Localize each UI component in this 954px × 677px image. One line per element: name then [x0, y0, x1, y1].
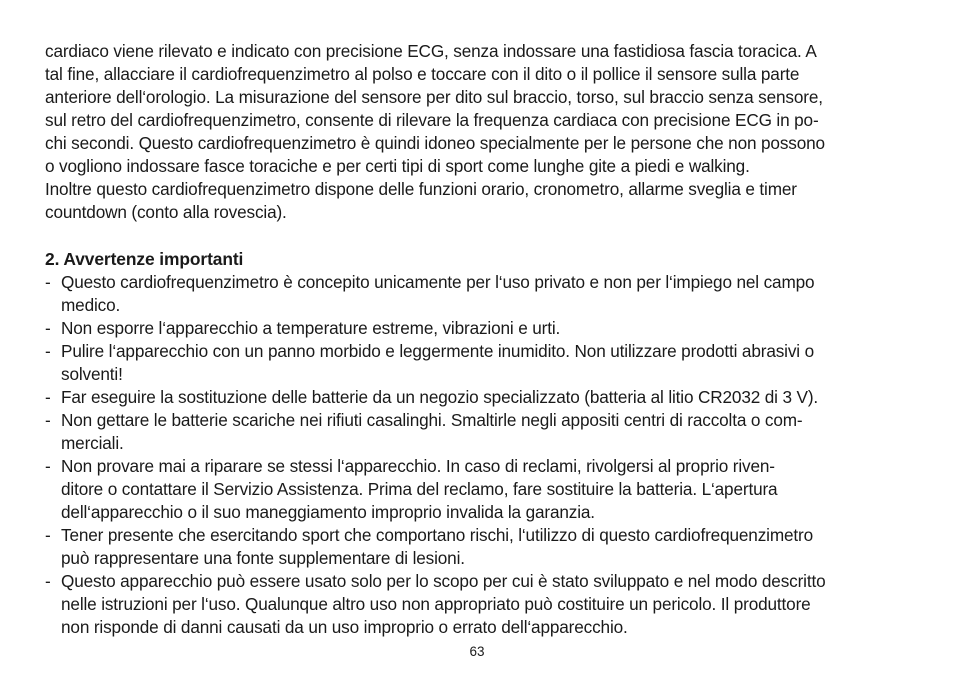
intro-line: o vogliono indossare fasce toraciche e per certi tipi di sport come lunghe gite a piedi e walking.: [45, 156, 750, 176]
list-item-line: merciali.: [61, 433, 124, 453]
document-page: [45, 40, 913, 639]
list-item-line: Pulire l‘apparecchio con un panno morbido e leggermente inumidito. Non utilizzare prodotti abrasivi o: [61, 341, 814, 361]
bullet-dash: -: [45, 410, 51, 430]
list-item-line: Tener presente che esercitando sport che comportano rischi, l‘utilizzo di questo cardiofrequenzimetro: [61, 525, 814, 545]
bullet-dash: -: [45, 571, 51, 591]
bullet-dash: -: [45, 318, 51, 338]
page-number: 63: [469, 644, 485, 659]
intro-line: Inoltre questo cardiofrequenzimetro dispone delle funzioni orario, cronometro, allarme sveglia e timer: [45, 179, 797, 199]
list-item-line: può rappresentare una fonte supplementare di lesioni.: [61, 548, 465, 568]
list-item: [45, 340, 913, 386]
list-item-line: medico.: [61, 295, 121, 315]
list-item: [45, 570, 913, 639]
list-item: [45, 455, 913, 524]
bullet-dash: -: [45, 525, 51, 545]
intro-line: countdown (conto alla rovescia).: [45, 202, 287, 222]
section-heading: 2. Avvertenze importanti: [45, 249, 244, 269]
list-item-line: solventi!: [61, 364, 123, 384]
list-item-line: Non provare mai a riparare se stessi l‘apparecchio. In caso di reclami, rivolgersi al proprio riven-: [61, 456, 775, 476]
bullet-dash: -: [45, 272, 51, 292]
warnings-list: [45, 271, 913, 639]
list-item-line: nelle istruzioni per l‘uso. Qualunque altro uso non appropriato può costituire un pericolo. Il produttore: [61, 594, 811, 614]
bullet-dash: -: [45, 456, 51, 476]
intro-line: chi secondi. Questo cardiofrequenzimetro è quindi idoneo specialmente per le persone che non possono: [45, 133, 825, 153]
list-item-line: non risponde di danni causati da un uso improprio o errato dell‘apparecchio.: [61, 617, 628, 637]
list-item: [45, 317, 913, 340]
list-item-line: Far eseguire la sostituzione delle batterie da un negozio specializzato (batteria al litio CR2032 di 3 V).: [61, 387, 819, 407]
intro-line: sul retro del cardiofrequenzimetro, consente di rilevare la frequenza cardiaca con precisione ECG in po-: [45, 110, 819, 130]
bullet-dash: -: [45, 387, 51, 407]
list-item-line: ditore o contattare il Servizio Assistenza. Prima del reclamo, fare sostituire la batteria. L‘apertura: [61, 479, 778, 499]
intro-line: tal fine, allacciare il cardiofrequenzimetro al polso e toccare con il dito o il pollice il sensore sulla parte: [45, 64, 800, 84]
list-item: [45, 386, 913, 409]
list-item-line: dell‘apparecchio o il suo maneggiamento improprio invalida la garanzia.: [61, 502, 595, 522]
intro-line: anteriore dell‘orologio. La misurazione del sensore per dito sul braccio, torso, sul braccio senza sensore,: [45, 87, 823, 107]
list-item-line: Non esporre l‘apparecchio a temperature estreme, vibrazioni e urti.: [61, 318, 561, 338]
intro-line: cardiaco viene rilevato e indicato con precisione ECG, senza indossare una fastidiosa fascia toracica. A: [45, 41, 817, 61]
list-item: [45, 524, 913, 570]
list-item: [45, 271, 913, 317]
list-item: [45, 409, 913, 455]
list-item-line: Questo apparecchio può essere usato solo per lo scopo per cui è stato sviluppato e nel modo descritto: [61, 571, 826, 591]
intro-paragraph: [45, 40, 913, 224]
list-item-line: Non gettare le batterie scariche nei rifiuti casalinghi. Smaltirle negli appositi centri di raccolta o com-: [61, 410, 803, 430]
list-item-line: Questo cardiofrequenzimetro è concepito unicamente per l‘uso privato e non per l‘impiego nel campo: [61, 272, 815, 292]
bullet-dash: -: [45, 341, 51, 361]
